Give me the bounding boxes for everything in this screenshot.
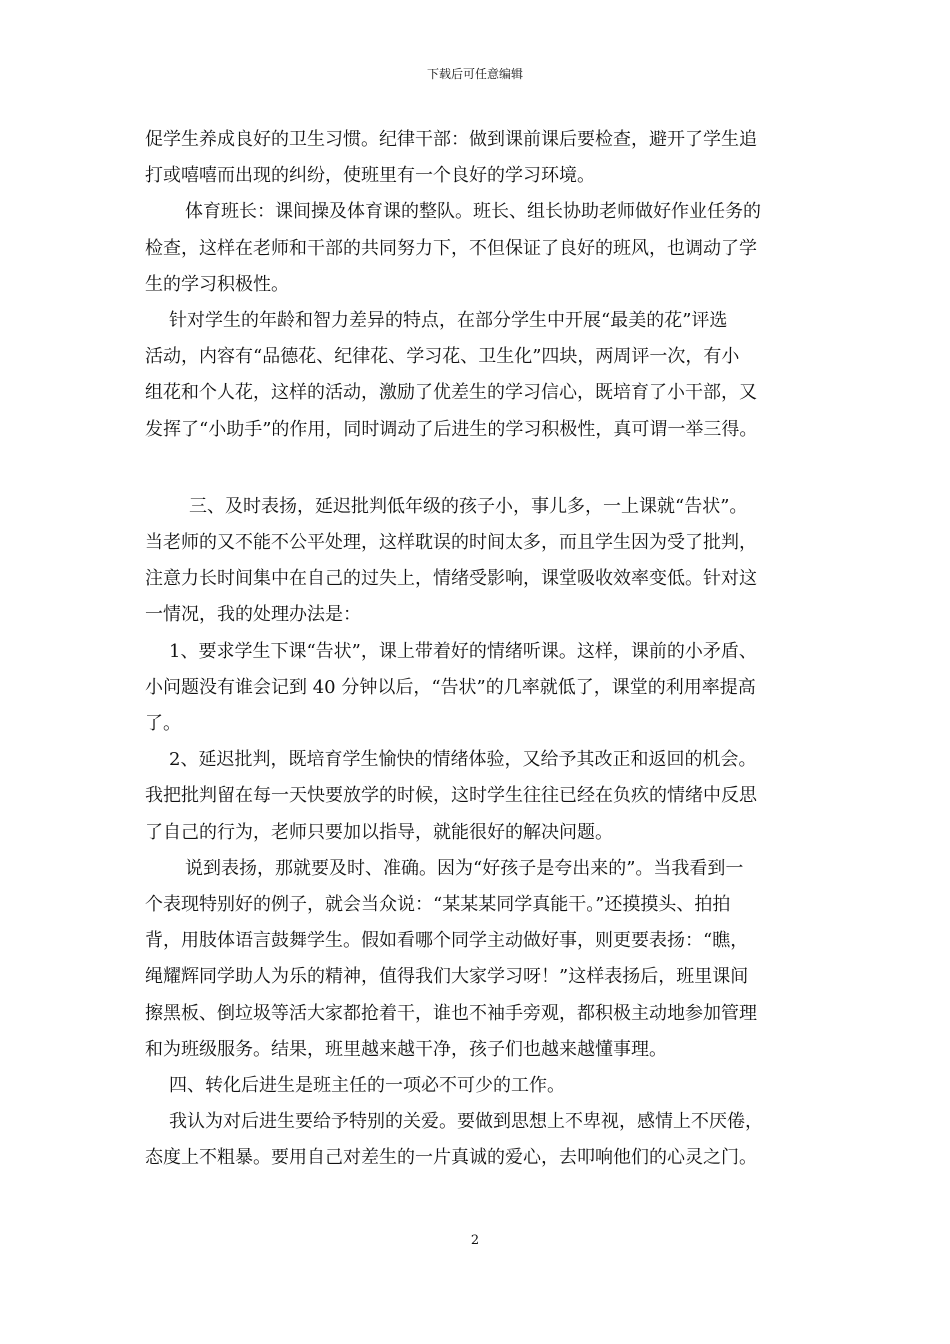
paragraph-3: [145, 303, 815, 448]
text-line: 体育班长：课间操及体育课的整队。班长、组长协助老师做好作业任务的: [185, 201, 761, 223]
text-line: 四、转化后进生是班主任的一项必不可少的工作。: [169, 1075, 565, 1097]
text-line: 小问题没有谁会记到 40 分钟以后，“告状”的几率就低了，课堂的利用率提高: [145, 676, 756, 698]
text-line: 了自己的行为，老师只要加以指导，就能很好的解决问题。: [145, 821, 613, 843]
text-line: 检查，这样在老师和干部的共同努力下，不但保证了良好的班风，也调动了学: [145, 237, 757, 259]
text-line: 发挥了“小助手”的作用，同时调动了后进生的学习积极性，真可谓一举三得。: [145, 418, 758, 440]
document-body: [145, 122, 815, 1177]
text-line: 一情况，我的处理办法是：: [145, 604, 361, 626]
text-line: 三、及时表扬，延迟批判低年级的孩子小，事儿多，一上课就“告状”。: [189, 495, 748, 517]
text-line: 态度上不粗暴。要用自己对差生的一片真诚的爱心，去叩响他们的心灵之门。: [145, 1147, 757, 1169]
text-line: 个表现特别好的例子，就会当众说：“某某某同学真能干。”还摸摸头、拍拍: [145, 894, 731, 916]
list-item-2: [145, 742, 815, 851]
paragraph-1: [145, 122, 815, 194]
section-four-heading: [145, 1068, 815, 1104]
text-line: 和为班级服务。结果，班里越来越干净，孩子们也越来越懂事理。: [145, 1038, 667, 1060]
text-line: 打或嘻嘻而出现的纠纷，使班里有一个良好的学习环境。: [145, 165, 595, 187]
paragraph-praise: [145, 851, 815, 1068]
text-line: 背，用肢体语言鼓舞学生。假如看哪个同学主动做好事，则更要表扬：“瞧，: [145, 930, 749, 952]
text-line: 当老师的又不能不公平处理，这样耽误的时间太多，而且学生因为受了批判，: [145, 532, 757, 554]
text-line: 2、延迟批判，既培育学生愉快的情绪体验，又给予其改正和返回的机会。: [169, 749, 757, 771]
text-line: 注意力长时间集中在自己的过失上，情绪受影响，课堂吸收效率变低。针对这: [145, 568, 757, 590]
text-line: 绳耀辉同学助人为乐的精神，值得我们大家学习呀！”这样表扬后，班里课间: [145, 966, 749, 988]
paragraph-2: [145, 194, 815, 303]
section-three: [145, 489, 815, 634]
list-item-1: [145, 634, 815, 743]
text-line: 生的学习积极性。: [145, 273, 289, 295]
text-line: 了。: [145, 713, 181, 735]
text-line: 促学生养成良好的卫生习惯。纪律干部：做到课前课后要检查，避开了学生追: [145, 129, 757, 150]
paragraph-care: [145, 1104, 815, 1176]
text-line: 活动，内容有“品德花、纪律花、学习花、卫生化”四块，两周评一次，有小: [145, 346, 740, 368]
text-line: 我把批判留在每一天快要放学的时候，这时学生往往已经在负疚的情绪中反思: [145, 785, 757, 807]
text-line: 组花和个人花，这样的活动，激励了优差生的学习信心，既培育了小干部，又: [145, 382, 757, 404]
page-number: 2: [470, 1233, 480, 1248]
page-header: 下载后可任意编辑: [426, 67, 523, 81]
text-line: 我认为对后进生要给予特别的关爱。要做到思想上不卑视，感情上不厌倦，: [169, 1111, 763, 1133]
text-line: 擦黑板、倒垃圾等活大家都抢着干，谁也不袖手旁观，都积极主动地参加管理: [145, 1002, 757, 1024]
text-line: 针对学生的年龄和智力差异的特点，在部分学生中开展“最美的花”评选: [169, 310, 728, 332]
text-line: 1、要求学生下课“告状”，课上带着好的情绪听课。这样，课前的小矛盾、: [169, 640, 757, 662]
paragraph-gap: [145, 448, 815, 489]
text-line: 说到表扬，那就要及时、准确。因为“好孩子是夸出来的”。当我看到一: [185, 857, 744, 879]
